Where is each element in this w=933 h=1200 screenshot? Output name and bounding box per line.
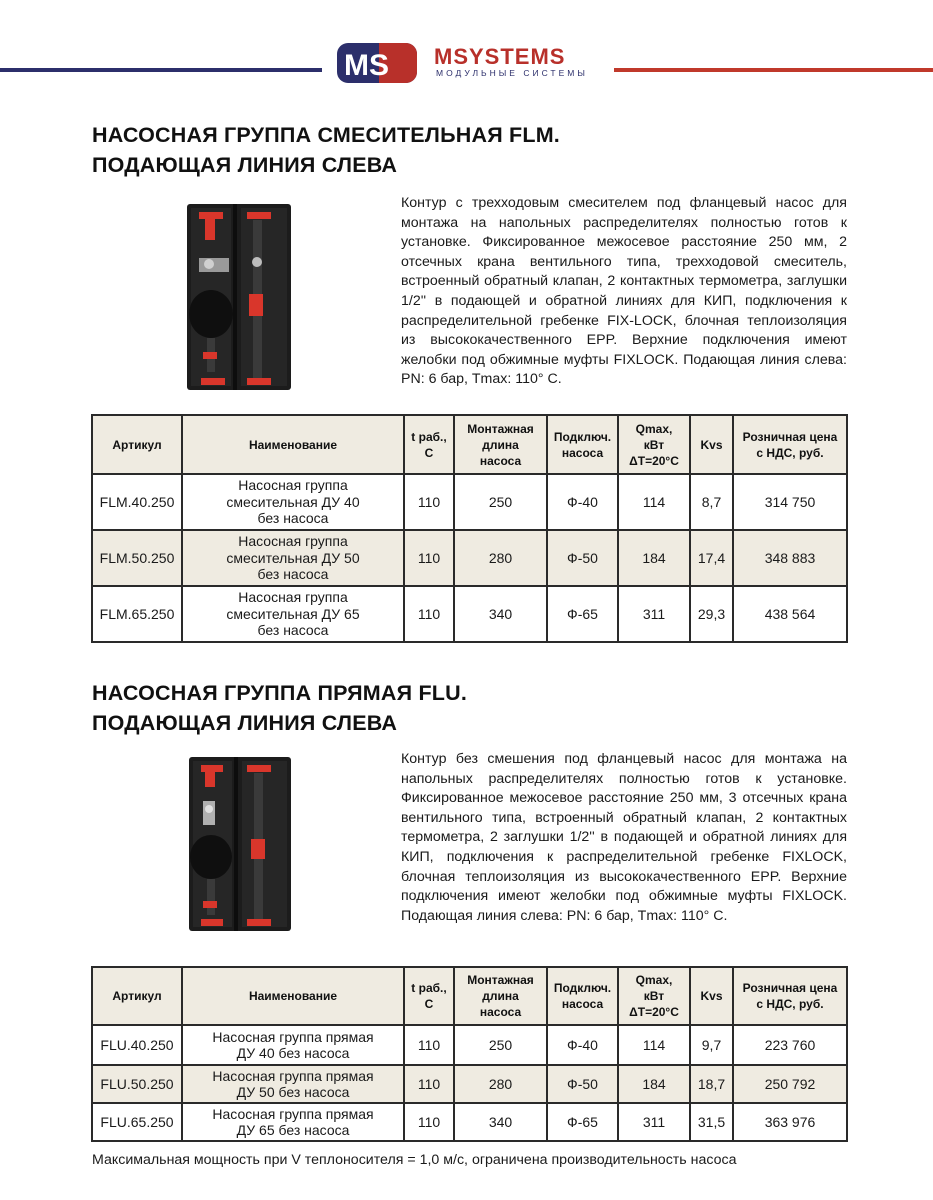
cell-qmax: 114 — [618, 1025, 690, 1065]
col-temp: t раб., С — [404, 415, 454, 474]
footnote: Максимальная мощность при V теплоносителя = 1,0 м/с, ограничена производительность насоса — [92, 1152, 737, 1168]
cell-qmax: 184 — [618, 1065, 690, 1103]
cell-kvs: 9,7 — [690, 1025, 733, 1065]
cell-qmax: 184 — [618, 530, 690, 586]
cell-article: FLM.40.250 — [92, 474, 182, 530]
table-header-row — [92, 415, 847, 474]
cell-article: FLU.50.250 — [92, 1065, 182, 1103]
cell-connection: Ф-65 — [547, 1103, 618, 1141]
cell-length: 250 — [454, 474, 547, 530]
section-description-flm: Контур с трехходовым смесителем под фланцевый насос для монтажа на напольных распределителях полностью готов к установке. Фиксированное межосевое расстояние 250 мм, 2 отсечных крана вентильного типа, трехходовой смеситель, встроенный обратный клапан, 2 контактных термометра, заглушки 1/2'' в подающей и обратной линиях для КИП, подключения к распределительной гребенке FIX-LOCK, блочная теплоизоляция из высококачественного EPP. Верхние подключения имеют желобки под обжимные муфты FIXLOCK. Подающая линия слева: PN: 6 бар, Tmax: 110° С. — [401, 195, 847, 388]
cell-length: 280 — [454, 530, 547, 586]
cell-name: Насосная группа смесительная ДУ 50 без насоса — [182, 530, 404, 586]
table-header-row — [92, 967, 847, 1025]
cell-name: Насосная группа смесительная ДУ 40 без насоса — [182, 474, 404, 530]
col-price: Розничная цена с НДС, руб. — [733, 967, 847, 1025]
cell-price: 250 792 — [733, 1065, 847, 1103]
section-title-flm: НАСОСНАЯ ГРУППА СМЕСИТЕЛЬНАЯ FLM. ПОДАЮЩАЯ ЛИНИЯ СЛЕВА — [92, 123, 560, 177]
cell-length: 280 — [454, 1065, 547, 1103]
cell-connection: Ф-40 — [547, 474, 618, 530]
cell-name: Насосная группа смесительная ДУ 65 без насоса — [182, 586, 404, 642]
cell-kvs: 17,4 — [690, 530, 733, 586]
cell-price: 348 883 — [733, 530, 847, 586]
col-qmax: Qmax, кВт ΔТ=20°С — [618, 967, 690, 1025]
cell-connection: Ф-50 — [547, 1065, 618, 1103]
col-qmax: Qmax, кВт ΔТ=20°С — [618, 415, 690, 474]
cell-length: 250 — [454, 1025, 547, 1065]
cell-price: 438 564 — [733, 586, 847, 642]
cell-name: Насосная группа прямая ДУ 65 без насоса — [182, 1103, 404, 1141]
cell-temp: 110 — [404, 1065, 454, 1103]
col-connection: Подключ. насоса — [547, 967, 618, 1025]
table-row — [92, 474, 847, 530]
section-title-flu: НАСОСНАЯ ГРУППА ПРЯМАЯ FLU. ПОДАЮЩАЯ ЛИНИЯ СЛЕВА — [92, 681, 468, 735]
cell-connection: Ф-65 — [547, 586, 618, 642]
spec-table-flm — [91, 414, 848, 643]
spec-table-flu — [91, 966, 848, 1142]
cell-kvs: 31,5 — [690, 1103, 733, 1141]
cell-temp: 110 — [404, 1103, 454, 1141]
table-row — [92, 586, 847, 642]
flu-pump-group-photo — [187, 755, 293, 933]
cell-connection: Ф-50 — [547, 530, 618, 586]
cell-temp: 110 — [404, 586, 454, 642]
cell-length: 340 — [454, 586, 547, 642]
cell-price: 363 976 — [733, 1103, 847, 1141]
cell-qmax: 311 — [618, 1103, 690, 1141]
flm-pump-group-photo — [185, 202, 293, 392]
col-name: Наименование — [182, 967, 404, 1025]
cell-connection: Ф-40 — [547, 1025, 618, 1065]
table-row — [92, 1025, 847, 1065]
section-description-flu: Контур без смешения под фланцевый насос для монтажа на напольных распределителях полностью готов к установке. Фиксированное межосевое расстояние 250 мм, 3 отсечных крана вентильного типа, встроенный обратный клапан, 2 контактных термометра, 2 заглушки 1/2'' в подающей и обратной линиях для КИП, подключения к распределительной гребенке FIXLOCK, блочная теплоизоляция из высококачественного EPP. Верхние подключения имеют желобки под обжимные муфты FIXLOCK. Подающая линия слева: PN: 6 бар, Tmax: 110° С. — [401, 751, 847, 924]
cell-name: Насосная группа прямая ДУ 50 без насоса — [182, 1065, 404, 1103]
logo-letters: MS — [344, 49, 389, 82]
table-row — [92, 1103, 847, 1141]
brand-name: MSYSTEMS — [434, 44, 566, 69]
table-row — [92, 530, 847, 586]
col-kvs: Kvs — [690, 967, 733, 1025]
cell-kvs: 29,3 — [690, 586, 733, 642]
cell-price: 314 750 — [733, 474, 847, 530]
col-article: Артикул — [92, 967, 182, 1025]
col-length: Монтажная длина насоса — [454, 415, 547, 474]
table-row — [92, 1065, 847, 1103]
col-article: Артикул — [92, 415, 182, 474]
cell-temp: 110 — [404, 474, 454, 530]
cell-qmax: 114 — [618, 474, 690, 530]
header-rule-right — [614, 68, 933, 72]
col-temp: t раб., С — [404, 967, 454, 1025]
col-price: Розничная цена с НДС, руб. — [733, 415, 847, 474]
cell-name: Насосная группа прямая ДУ 40 без насоса — [182, 1025, 404, 1065]
cell-kvs: 18,7 — [690, 1065, 733, 1103]
col-name: Наименование — [182, 415, 404, 474]
cell-temp: 110 — [404, 1025, 454, 1065]
col-connection: Подключ. насоса — [547, 415, 618, 474]
cell-article: FLM.65.250 — [92, 586, 182, 642]
cell-article: FLM.50.250 — [92, 530, 182, 586]
msystems-logo-icon — [335, 40, 419, 86]
cell-temp: 110 — [404, 530, 454, 586]
cell-qmax: 311 — [618, 586, 690, 642]
cell-article: FLU.40.250 — [92, 1025, 182, 1065]
brand-subtitle: МОДУЛЬНЫЕ СИСТЕМЫ — [436, 68, 588, 78]
cell-kvs: 8,7 — [690, 474, 733, 530]
col-kvs: Kvs — [690, 415, 733, 474]
header-rule-left — [0, 68, 322, 72]
cell-article: FLU.65.250 — [92, 1103, 182, 1141]
cell-price: 223 760 — [733, 1025, 847, 1065]
cell-length: 340 — [454, 1103, 547, 1141]
col-length: Монтажная длина насоса — [454, 967, 547, 1025]
